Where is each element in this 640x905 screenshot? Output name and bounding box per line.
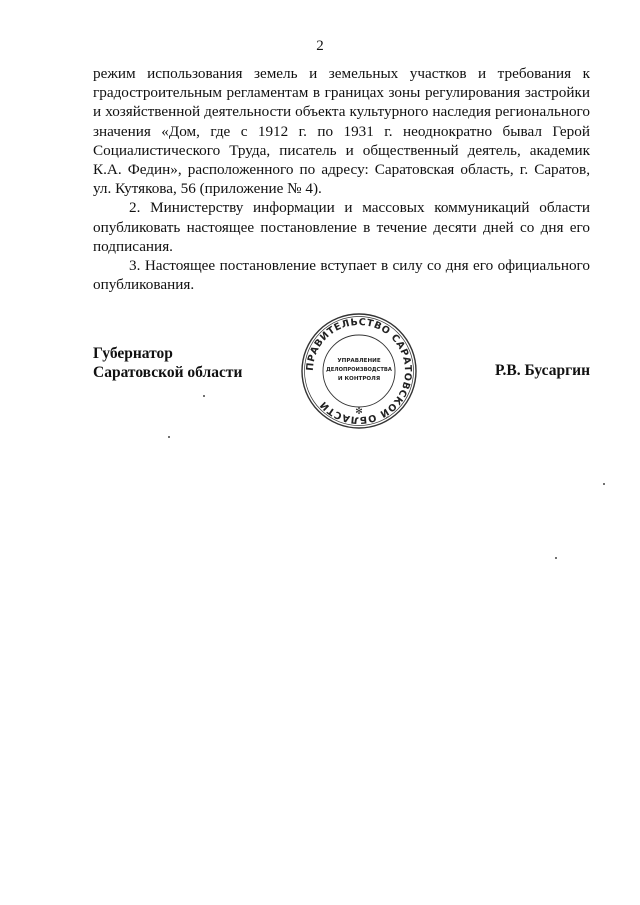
scan-speck	[203, 395, 205, 397]
seal-center-line-1: УПРАВЛЕНИЕ	[337, 358, 381, 364]
page-number: 2	[316, 38, 324, 54]
seal-center-line-3: И КОНТРОЛЯ	[337, 376, 381, 382]
seal-ring-text: ПРАВИТЕЛЬСТВО САРАТОВСКОЙ ОБЛАСТИ	[304, 316, 414, 426]
signatory-title: Губернатор	[93, 345, 173, 362]
signatory-name: Р.В. Бусаргин	[495, 362, 590, 379]
seal-star-icon: ✻	[355, 407, 363, 417]
document-body	[93, 64, 590, 294]
seal-center-line-2: ДЕЛОПРОИЗВОДСТВА	[326, 367, 392, 373]
official-seal-stamp	[300, 312, 418, 430]
signatory-region: Саратовской области	[93, 364, 243, 381]
paragraph-item-2: 2. Министерству информации и массовых коммуникаций области опубликовать настоящее постановление в течение десяти дней со дня его подписания.	[93, 199, 590, 255]
paragraph-item-3: 3. Настоящее постановление вступает в силу со дня его официального опубликования.	[93, 257, 590, 294]
signatory-position	[93, 344, 242, 382]
scan-speck	[603, 483, 605, 485]
paragraph-continuation: режим использования земель и земельных участков и требования к градостроительным регламентам в границах зоны регулирования застройки и хозяйственной деятельности объекта культурного наследия регионального значения «Дом, где с 1912 г. по 1931 г. неоднократно бывал Герой Социалистического Труда, писатель и общественный деятель, академик К.А. Федин», расположенного по адресу: Саратовская область, г. Саратов, ул. Кутякова, 56 (приложение № 4).	[93, 65, 590, 198]
scan-speck	[168, 436, 170, 438]
scan-speck	[555, 557, 557, 559]
